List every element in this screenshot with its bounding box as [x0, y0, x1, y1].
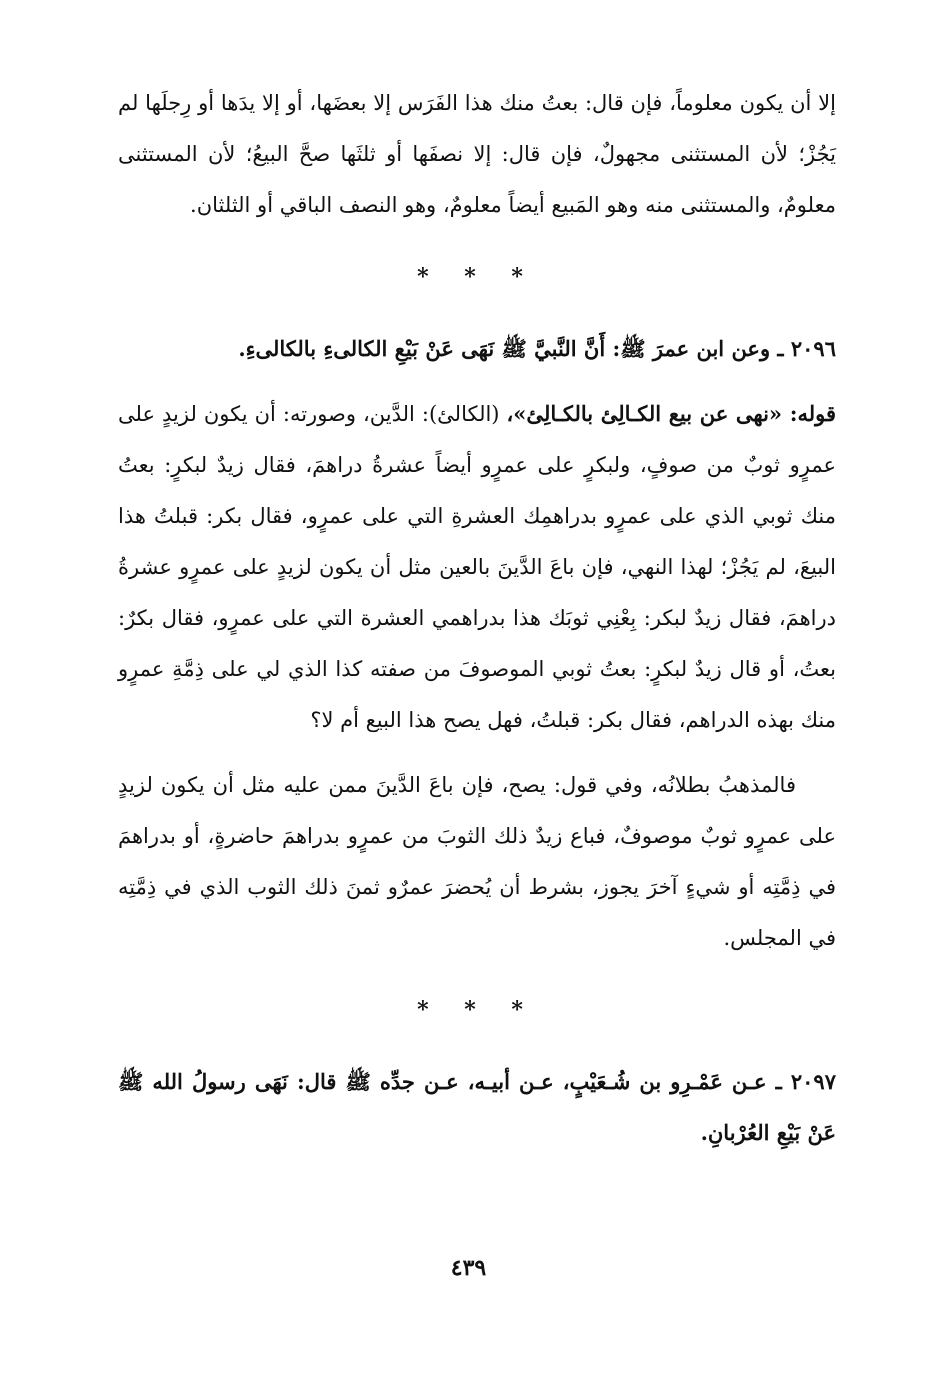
spacer	[118, 374, 836, 388]
hadith-2097: ٢٠٩٧ ـ عـن عَمْـرِو بن شُـعَيْبٍ، عـن أبيـه، عـن جدِّه ﷺ قال: نَهَى رسولُ الله ﷺ عَنْ بَيْعِ العُرْبانِ.	[118, 1069, 836, 1145]
section-separator: * * *	[417, 264, 537, 290]
spacer	[118, 746, 836, 760]
page-body	[118, 78, 836, 1158]
hadith-2096: ٢٠٩٦ ـ وعن ابن عمرَ ﷺ: أَنَّ النَّبيَّ ﷺ نَهَى عَنْ بَيْعِ الكالىءِ بالكالىءِ.	[238, 336, 836, 361]
commentary-2096	[118, 388, 836, 746]
paragraph-continuation: إلا أن يكون معلوماً، فإن قال: بعتُ منك هذا الفَرَس إلا بعضَها، أو إلا يدَها أو رِجلَها لم يَجُزْ؛ لأن المستثنى مجهولٌ، فإن قال: إلا نصفَها أو ثلثَها صحَّ البيعُ؛ لأن المستثنى معلومٌ، والمستثنى منه وهو المَبيع أيضاً معلومٌ، وهو النصف الباقي أو الثلثان.	[118, 91, 836, 217]
commentary-lead: قوله: «نهى عن بيع الكـالِئ بالكـالِئ»،	[506, 401, 836, 426]
page-number: ٤٣٩	[450, 1255, 487, 1281]
paragraph-ruling: فالمذهبُ بطلانُه، وفي قول: يصح، فإن باعَ الدَّينَ ممن عليه مثل أن يكون لزيدٍ على عمرٍو ثوبٌ موصوفٌ، فباع زيدٌ ذلك الثوبَ من عمرٍو بدراهمَ حاضرةٍ، أو بدراهمَ في ذِمَّتِه أو شيءٍ آخرَ يجوز، بشرط أن يُحضرَ عمرٌو ثمنَ ذلك الثوب الذي في ذِمَّتِه في المجلس.	[118, 773, 836, 950]
section-separator: * * *	[417, 997, 537, 1023]
commentary-body: (الكالئ): الدَّين، وصورته: أن يكون لزيدٍ على عمرٍو ثوبٌ من صوفٍ، ولبكرٍ على عمرٍو أيضاً عشرةُ دراهمَ، فقال زيدٌ لبكرٍ: بعتُ منك ثوبي الذي على عمرٍو بدراهمِك العشرةِ التي على عمرٍو، فقال بكر: قبلتُ هذا البيعَ، لم يَجُزْ؛ لهذا النهي، فإن باعَ الدَّينَ بالعين مثل أن يكون لزيدٍ على عمرٍو عشرةُ دراهمَ، فقال زيدٌ لبكر: بِعْنِي ثوبَك هذا بدراهمي العشرة التي على عمرٍو، فقال بكرٌ: بعتُ، أو قال زيدٌ لبكرٍ: بعتُ ثوبي الموصوفَ من صفته كذا الذي لي على ذِمَّةِ عمرٍو منك بهذه الدراهم، فقال بكر: قبلتُ، فهل يصح هذا البيع أم لا؟	[118, 402, 836, 732]
